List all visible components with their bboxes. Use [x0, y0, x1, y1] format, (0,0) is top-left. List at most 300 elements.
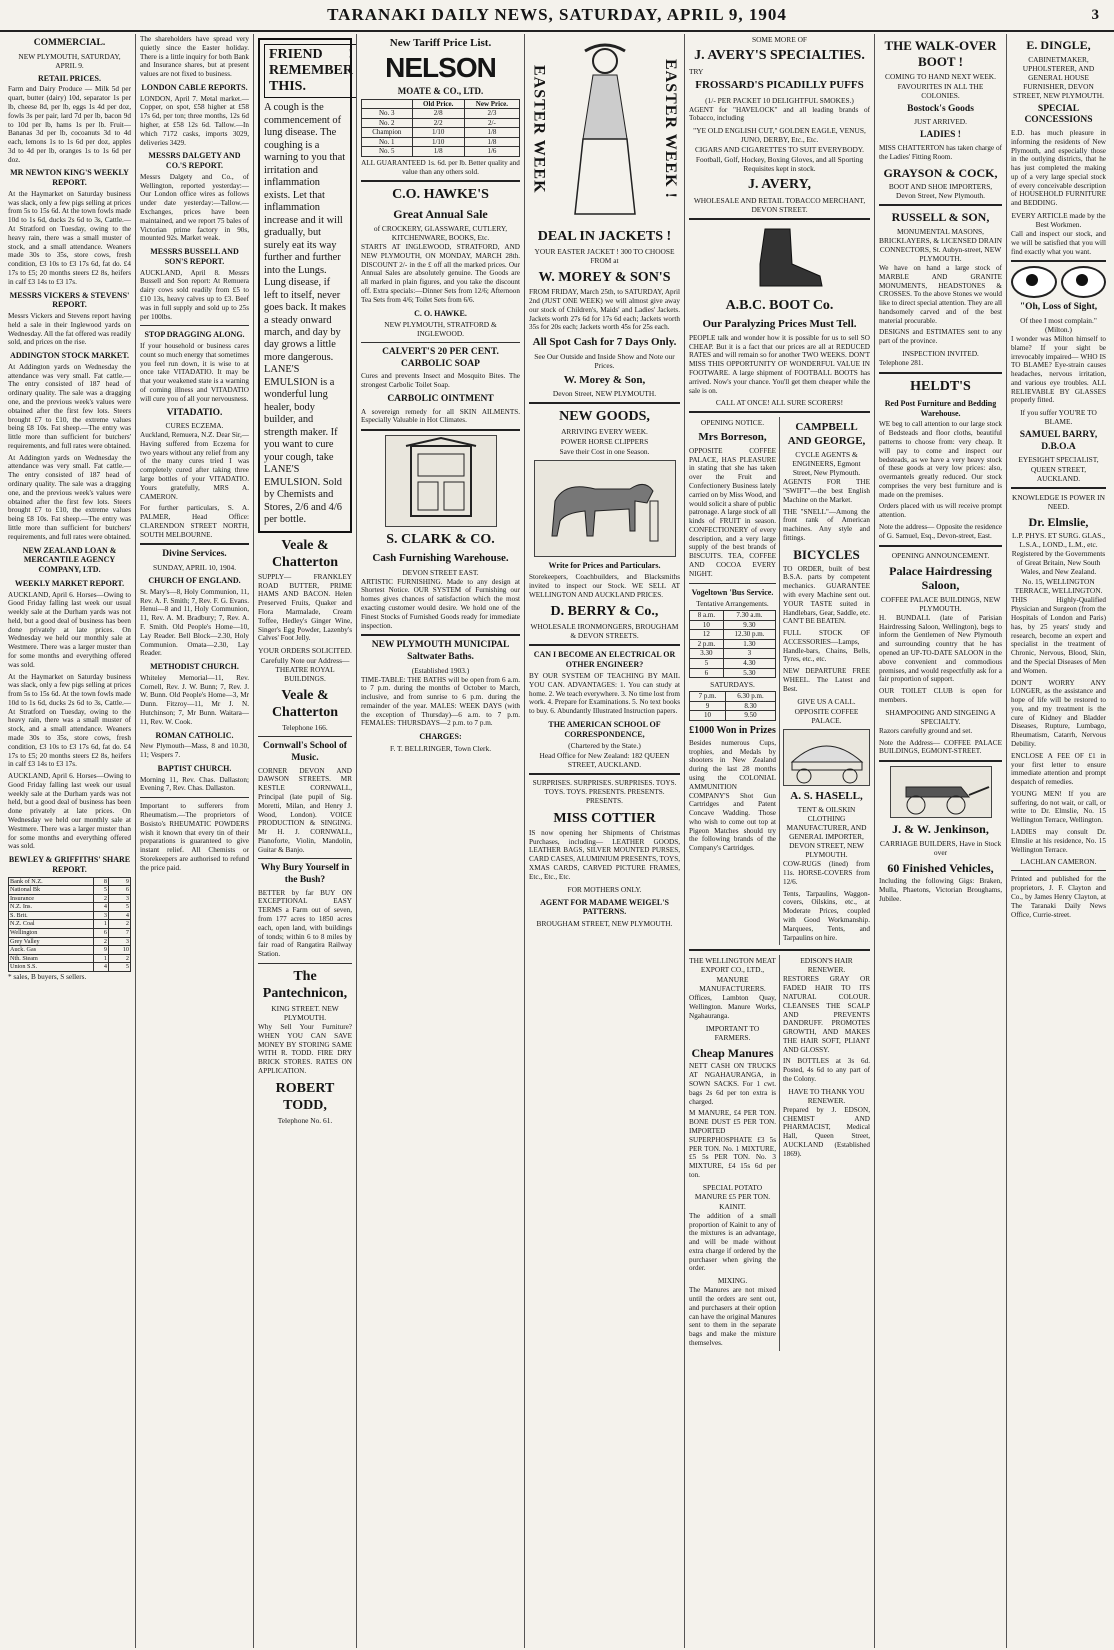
timetable-cell: 5 [690, 659, 724, 669]
share-cell: 4 [94, 963, 109, 972]
right-half [780, 417, 870, 945]
vehicles-text: Including the following Gigs: Braken, Mulla, Phaetons, Victorian Broughams, Jubilee. [879, 877, 1002, 904]
jenkinson-sub: CARRIAGE BUILDERS, Have in Stock over [879, 838, 1002, 857]
vehicles-heading: 60 Finished Vehicles, [887, 860, 994, 875]
baths-clerk: F. T. BELLRINGER, Town Clerk. [389, 744, 492, 754]
goods-heading: NEW GOODS, [559, 409, 650, 425]
newspaper-page [0, 32, 1114, 1648]
timetable-row [690, 630, 776, 640]
price-cell: 2/- [464, 118, 519, 128]
ladies-text: MISS CHATTERTON has taken charge of the Ladies' Fitting Room. [879, 144, 1002, 161]
divider [258, 736, 352, 737]
hawke-sale: Great Annual Sale [393, 207, 488, 222]
hasell-sub: TENT & OILSKIN CLOTHING MANUFACTURER, AND GENERAL IMPORTER, DEVON STREET, NEW PLYMOUTH. [786, 805, 867, 860]
easter-week-right: EASTER WEEK ! [662, 59, 679, 199]
timetable-row [690, 668, 776, 678]
horse-illustration [534, 460, 676, 557]
spot-cash: All Spot Cash for 7 Days Only. [532, 336, 677, 349]
share-cell: Wellington [9, 929, 94, 938]
price-cell: 1/6 [464, 147, 519, 157]
share-cell: 1 [94, 920, 109, 929]
share-cell: 2 [108, 920, 130, 929]
veale-address: Carefully Note our Address— THEATRE ROYAL BUILDINGS. [260, 656, 350, 684]
cottier-heading: MISS COTTIER [553, 810, 656, 826]
elmslie-young: YOUNG MEN! If you are suffering, do not wait, or call, or write to Dr. Elmslie, No. 15 Wellington Terrace, Wellington. [1011, 789, 1106, 825]
frossard-sub: (1/- PER PACKET 10 DELIGHTFUL SMOKES.) [705, 95, 854, 105]
ointment-text: A sovereign remedy for all SKIN AILMENTS. Especially Valuable in Hot Climates. [361, 407, 520, 425]
share-cell: Union S.S. [9, 963, 94, 972]
mixing-text: The Manures are not mixed until the orders are sent out, and purchasers at their option can have the original Manures sent to them in the separate bags and make the mixture themselves. [689, 1286, 777, 1347]
bussell-heading: MESSRS BUSSELL AND SON'S REPORT. [150, 247, 239, 266]
share-cell: 2 [108, 954, 130, 963]
russell-heading: RUSSELL & SON, [891, 210, 990, 225]
timetable-cell: 7 p.m. [690, 692, 726, 702]
manure-makers: MANURE MANUFACTURERS. [699, 975, 766, 994]
cabinet-icon [386, 436, 496, 526]
veale-heading: Veale & Chatterton [271, 537, 339, 570]
page-number: 3 [1091, 7, 1100, 23]
share-cell: Grey Valley [9, 937, 94, 946]
price-row [362, 137, 520, 147]
jackets-heading: DEAL IN JACKETS ! [537, 229, 672, 244]
wellington-heading: THE WELLINGTON MEAT EXPORT CO., LTD., [689, 956, 776, 975]
weigel-heading: AGENT FOR MADAME WEIGEL'S PATTERNS. [540, 897, 669, 917]
cheap-text: NETT CASH ON TRUCKS AT NGAHAURANGA, in SOWN SACKS. For 1 cwt. bags 2s 6d per ton extra is charged. [689, 1062, 776, 1106]
carriage-illustration [890, 766, 992, 818]
dragging-text: If your household or business cares count so much energy that sometimes you feel run down, it is wise to at once take VITADATIO. It may be that your weakened state is a warning of coming illness and VITADATIO will cure you of all your nervousness. [140, 342, 249, 403]
russell-inspection: INSPECTION INVITED. [902, 349, 979, 359]
vitadatio-palmer: For further particulars, S. A. PALMER, Head Office: CLARENDON STREET NORTH, SOUTH MELBOURNE. [140, 504, 249, 539]
share-cell: Nth. Steam [9, 954, 94, 963]
dalgety-heading: MESSRS DALGETY AND CO.'S REPORT. [148, 151, 241, 171]
timetable-cell: 8 a.m. [690, 611, 724, 621]
timetable-cell: 2 p.m. [690, 639, 724, 649]
price-row [362, 109, 520, 119]
hawke-address: NEW PLYMOUTH, STRATFORD & INGLEWOOD. [384, 320, 497, 339]
nelson-brand: NELSON [385, 52, 496, 84]
divider [879, 760, 1002, 762]
eye-icon [1011, 266, 1057, 298]
divider [258, 963, 352, 964]
share-cell: 3 [108, 894, 130, 903]
elmslie-knowledge: KNOWLEDGE IS POWER IN NEED. [1012, 492, 1105, 511]
right-half-2 [780, 955, 870, 1350]
share-row [9, 946, 131, 955]
divine-heading: Divine Services. [162, 549, 227, 560]
school-heading: THE AMERICAN SCHOOL OF CORRESPONDENCE, [548, 719, 661, 739]
price-cell: No. 3 [362, 109, 413, 119]
bicycles-text: TO ORDER, built of best B.S.A. parts by competent mechanics. GUARANTEE with every Machine sent out. YOUR TASTE suited in Handlebars, Gear, Saddle, etc. CAN'T BE BEATEN. [783, 564, 870, 626]
share-cell: Bank of N.Z. [9, 877, 94, 886]
abc-text: PEOPLE talk and wonder how it is possible for us to sell SO CHEAP. But it is a fact that our prices are all at REDUCED RATES and will remain so for another TWO WEEKS. DON'T MISS THIS OPPORTUNITY OF WONDERFUL VALUE IN FOOTWARE. A large shipment of FOOTBALL BOOTS has arrived. Now's your chance. You'll get them cheaper while the sale is on. [689, 333, 870, 395]
share-cell: National Bk [9, 886, 94, 895]
methodist-heading: METHODIST CHURCH. [150, 662, 239, 672]
share-row [9, 886, 131, 895]
friend-text: A cough is the commencement of lung disease. The coughing is a warning to you that irritation and inflammation exists. Let that inflammation increase and it will gradually, but surely eat its way further and further into the Lungs. Lung disease, if left to itself, never goes back. It makes a steady onward march, and day by day grows a little more dangerous. LANE'S EMULSION is a wonderful lung healer, body builder, and strength maker. If you want to cure your cough, take LANE'S EMULSION. Sold by Chemists and Stores, 2/6 and 4/6 per bottle. [264, 102, 346, 526]
horse-icon [535, 461, 675, 556]
morey-sign: W. Morey & Son, [563, 373, 646, 386]
timetable-cell: 12.30 p.m. [723, 630, 775, 640]
wagon-illustration [783, 729, 870, 786]
loss-text: I wonder was Milton himself to blame? If your sight be irrevocably impaired— WHO IS TO BLAME? Eye-strain causes headaches, nervous irritation, and various eye troubles. ALL RELIEVABLE BY GLASSES properly fitted. [1011, 335, 1106, 405]
palace-shampoo: SHAMPOOING AND SINGEING A SPECIALTY. [885, 707, 996, 726]
baths-text: TIME-TABLE: THE BATHS will be open from 6 a.m. to 7 p.m. during the months of October to March, inclusive, and from sunrise to 6 p.m. during the remainder of the year. MALES: WEEK DAYS (with the exception of Thursday)—6 a.m. to 7 p.m. FEMALES: THURSDAYS—2 p.m. to 7 p.m. [361, 675, 520, 728]
timetable-row [690, 639, 776, 649]
price-header: New Price. [464, 99, 519, 109]
bus-timetable [689, 610, 776, 678]
borreson-text: OPPOSITE COFFEE PALACE, HAS PLEASURE in stating that she has taken over the Fruit and Confectionery Business lately carried on by Miss Wood, and would solicit a share of public patronage. A large stock of all kinds of FRUIT in season. CONFECTIONERY of every description, and a very large supply of the best brands of BISCUITS. TEA, COFFEE AND COCOA EVERY NIGHT. [689, 446, 776, 578]
dragging-heading: STOP DRAGGING ALONG. [144, 330, 245, 340]
special-heading: SPECIAL CONCESSIONS [1024, 103, 1093, 126]
price-table [361, 99, 520, 157]
write-heading: Write for Prices and Particulars. [548, 561, 661, 571]
hawke-sign: C. O. HAWKE. [414, 308, 467, 318]
weekly-text: AUCKLAND, April 6. Horses—Owing to Good Friday falling last week our usual weekly sale at the Durham yards was not held, but a good deal of business has been done privately at late prices. On Wednesday we held our monthly sale at Westmere. There was a larger muster than for some months and everything offered was sold. [8, 590, 131, 669]
important-farmers: IMPORTANT TO FARMERS. [705, 1023, 760, 1042]
column-friend [254, 34, 357, 1648]
cottier-text: IS now opening her Shipments of Christmas Purchases, including— LEATHER GOODS, LEATHER BAGS, SILVER MOUNTED PURSES, CARD CASES, ALUMINIUM PRESENTS, TOYS, XMAS CARDS, CARVED PICTURE FRAMES, Etc., Etc., Etc. [529, 828, 680, 881]
friend-ad [258, 38, 352, 533]
tents-text: Tents, Tarpaulins, Waggon-covers, Oilskins, etc., at Moderate Prices, coupled with Good Workmanship. Marquees, Tents, and Tarpaulins on hire. [783, 889, 870, 942]
retail-text: Farm and Dairy Produce — Milk 5d per quart, butter (dairy) 10d, separator 1s per lb, cheese 8d, per lb, eggs 1s 4d per doz, fowls 3s per pair, lard 7d per lb, bacon 9d to 10d per lb, hams 1s per lb. Fruit—Bananas 3d per lb, cocoanuts 3d to 4d each, lemons 1s to 1s 6d per doz, apples 3d to 4d per lb, oranges 1s to 1s 6d per doz. [8, 85, 131, 164]
divider [361, 634, 520, 636]
divider [140, 797, 249, 798]
divider [689, 218, 870, 220]
mothers-heading: FOR MOTHERS ONLY. [567, 884, 642, 894]
addington-text-repeat: At Addington yards on Wednesday the attendance was very small. Fat cattle.—The entry consisted of 187 head of ordinary quality. The sale was a dragging one, and the previous week's values were obtained after the first few lots. Steers brought £7 to £10, the extreme values being £8 10s. Fat sheep.—The entry was little more than sufficient for butchers' requirements, and full rates were obtained. [8, 453, 131, 541]
manure-list: M MANURE, £4 PER TON. BONE DUST £5 PER TON. IMPORTED SUPERPHOSPHATE £3 5s PER TON. No. 1 MIXTURE, £5 5s PER TON. No. 3 MIXTURE, £4 15s 6d per ton. [689, 1109, 776, 1179]
column-dingle [1007, 34, 1110, 1648]
dingle-sub: CABINETMAKER, UPHOLSTERER, AND GENERAL HOUSE FURNISHER, DEVON STREET, NEW PLYMOUTH. [1013, 54, 1104, 100]
share-cell: 5 [94, 886, 109, 895]
price-cell: No. 5 [362, 147, 413, 157]
share-cell: 3 [108, 937, 130, 946]
price-cell: 2/2 [412, 118, 464, 128]
todd-phone: Telephone No. 61. [277, 1115, 333, 1125]
share-cell: 4 [108, 911, 130, 920]
retail-heading: RETAIL PRICES. [38, 73, 101, 83]
addington-text: At Addington yards on Wednesday the attendance was very small. Fat cattle.—The entry consisted of 187 head of ordinary quality. The sale was a dragging one, and the previous week's values were obtained after the first few lots. Steers brought £7 to £10, the extreme values being £8 10s. Fat sheep.—The entry was little more than sufficient for butchers' requirements, and full rates were obtained. [8, 362, 131, 450]
works-text: Offices, Lambton Quay, Wellington. Manure Works, Ngahauranga. [689, 994, 776, 1020]
divider [1011, 260, 1106, 262]
hawke-of: of CROCKERY, GLASSWARE, CUTLERY, KITCHENWARE, BOOKS, Etc. [373, 223, 508, 243]
cow-rugs-text: COW-RUGS (lined) from 11s. HORSE-COVERS from 12/6. [783, 860, 870, 886]
share-table [8, 877, 131, 972]
heldt-text: WE beg to call attention to our large stock of Bedsteads and floor cloths, beautiful patterns to choose from: very cheap. It will pay to come and inspect our bedsteads, as we have a very heavy stock of these goods at very low prices: also, overmantels greatly reduced. Our stock comprises the very best furniture and is made on the premises. [879, 420, 1002, 499]
heldt-heading: HELDT'S [910, 378, 971, 394]
palace-opening: OPENING ANNOUNCEMENT. [891, 550, 990, 560]
vitadatio-heading: VITADATIO. [166, 407, 223, 418]
timetable-row [690, 692, 776, 702]
grayson-sub: BOOT AND SHOE IMPORTERS, Devon Street, New Plymouth. [888, 182, 993, 201]
timetable-cell: 9 [690, 701, 726, 711]
grayson-heading: GRAYSON & COCK, [883, 165, 998, 180]
music-heading: Cornwall's School of Music. [263, 741, 347, 764]
divider [689, 949, 870, 951]
eye-icon [1061, 266, 1107, 298]
carriage-icon [891, 767, 991, 817]
elmslie-sub: L.P. PHYS. ET SURG. GLAS., L.S.A., LOND., L.M., etc. Registered by the Governments of Great Britain, New South Wales, and New Zealand. [1011, 531, 1106, 577]
won-heading: £1000 Won in Prizes [689, 724, 776, 736]
share-cell: N.Z. Coal [9, 920, 94, 929]
walkover-favourites: FAVOURITES IN ALL THE COLONIES. [897, 81, 984, 100]
price-cell: 1/10 [412, 128, 464, 138]
loss-sub: Of thee I most complain." (Milton.) [1020, 315, 1097, 334]
edison-thank: HAVE TO THANK YOU RENEWER. [788, 1086, 865, 1105]
bewley-heading: BEWLEY & GRIFFITHS' SHARE REPORT. [8, 855, 131, 874]
campbell-heading: CAMPBELL AND GEORGE, [787, 421, 866, 447]
share-row [9, 920, 131, 929]
price-cell: 2/8 [412, 109, 464, 119]
bicycles-heading: BICYCLES [793, 546, 860, 562]
divider [361, 429, 520, 431]
clark-sub: Cash Furnishing Warehouse. [372, 552, 509, 565]
tobacco-agent: AGENT for "HAVELOCK" and all leading brands of Tobacco, including [689, 105, 870, 123]
elmslie-address: No. 15, WELLINGTON TERRACE, WELLINGTON. [1014, 577, 1103, 596]
russell-text: We have on hand a large stock of MARBLE AND GRANITE MONUMENTS, HEADSTONES & CROSSES. To the above Stones we would like to direct special attention. They are all handsomely carved and of the best material procurable. [879, 264, 1002, 325]
hawke-heading: C.O. HAWKE'S [392, 187, 489, 203]
timetable-cell: 3.30 [690, 649, 724, 659]
share-cell: 4 [94, 903, 109, 912]
spot-sub: See Our Outside and Inside Show and Note our Prices. [534, 351, 675, 370]
morey-heading: W. MOREY & SON'S [538, 270, 671, 286]
bostock-arrived: JUST ARRIVED. [914, 117, 967, 127]
some-more: SOME MORE OF [751, 35, 808, 44]
friend-heading: FRIEND ! REMEMBER THIS. [264, 44, 357, 98]
edison-heading: EDISON'S HAIR RENEWER. [800, 956, 853, 975]
commercial-heading: COMMERCIAL. [33, 38, 106, 48]
russell-sub: MONUMENTAL MASONS, BRICKLAYERS, & LICENSED DRAIN CONNECTORS, St. Aubyn-street, NEW PLYMOUTH. [879, 226, 1002, 263]
divider [361, 180, 520, 182]
calvert-heading: CALVERT'S 20 PER CENT. CARBOLIC SOAP [382, 347, 499, 369]
timetable-cell: 9.30 [723, 620, 775, 630]
masthead [0, 0, 1114, 32]
timetable-row [690, 611, 776, 621]
masthead-title: TARANAKI DAILY NEWS, SATURDAY, APRIL 9, 1904 [327, 5, 787, 24]
commercial-dateline: NEW PLYMOUTH, SATURDAY, APRIL 9. [18, 51, 121, 70]
elmslie-cameron: LACHLAN CAMERON. [1020, 857, 1097, 867]
elmslie-worry: DON'T WORRY ANY LONGER, as the assistance and hope of life will be restored to you, and my treatment is the cure of Kidney and Bladder Diseases, Rupture, Lumbago, Rheumatism, Catarrh, Nervous Debility. [1011, 678, 1106, 748]
divider [529, 773, 680, 775]
swift-text: AGENTS FOR THE "SWIFT"—the best English Machine on the Market. [783, 478, 870, 504]
barry-sub: EYESIGHT SPECIALIST, QUEEN STREET, AUCKLAND. [1018, 455, 1099, 483]
timetable-cell: 10 [690, 620, 724, 630]
price-cell: No. 1 [362, 137, 413, 147]
timetable-row [690, 701, 776, 711]
timetable-cell: 3 [723, 649, 775, 659]
clark-heading: S. CLARK & CO. [386, 532, 495, 548]
veale-phone: Telephone 166. [282, 723, 328, 733]
berry-sub: WHOLESALE IRONMONGERS, BROUGHAM & DEVON STREETS. [530, 622, 679, 641]
share-row [9, 911, 131, 920]
timetable-cell: 5.30 [723, 668, 775, 678]
weekly-text-cont2: AUCKLAND, April 6. Horses—Owing to Good Friday falling last week our usual weekly sale at the Durham yards was not held, but a good deal of business has been done privately at late prices. On Wednesday we held our monthly sale at Westmere. There was a larger muster than for some months and everything offered was sold. [8, 772, 131, 851]
column-markets [136, 34, 254, 1648]
dalgety-text: Messrs Dalgety and Co., of Wellington, reported yesterday:— Our London office wires as follows under date yesterday:—Tallow.—Exchanges, prices have been maintained, and we report 75 bales of Victorian prime factory in 90s, mounted 92s. Market weak. [140, 172, 249, 243]
price-cell: 1/10 [412, 137, 464, 147]
divider [1011, 487, 1106, 489]
left-half [689, 417, 780, 945]
berry-heading: D. BERRY & Co., [550, 604, 659, 620]
timetable-row [690, 711, 776, 721]
timetable-row [690, 620, 776, 630]
share-cell: Auck. Gas [9, 946, 94, 955]
share-cell: 6 [108, 886, 130, 895]
share-cell: N.Z. Ins. [9, 903, 94, 912]
share-row [9, 954, 131, 963]
full-stock-text: FULL STOCK OF ACCESSORIES—Lamps, Handle-bars, Chains, Bells, Tyres, etc., etc. [783, 629, 870, 664]
share-cell: 7 [108, 929, 130, 938]
bury-text: BETTER by far BUY ON EXCEPTIONAL EASY TERMS a Farm out of seven, from 177 acres to 1850 acres each, open land, with buildings of tonds; within 6 to 8 miles by fair road of Rangatira Railway Station. [258, 888, 352, 959]
share-row [9, 894, 131, 903]
price-row [362, 128, 520, 138]
timetable-row [690, 649, 776, 659]
weekly-heading: WEEKLY MARKET REPORT. [14, 578, 125, 588]
rheumatism-text: Important to sufferers from Rheumatism.—The proprietors of Bosisto's RHEUMATIC POWDERS wish it known that every tin of their preparations is guaranteed to give instant relief. All Chemists or Storekeepers are authorised to refund the price paid. [140, 802, 249, 872]
opposite-palace: OPPOSITE COFFEE PALACE. [794, 706, 859, 725]
abc-heading: A.B.C. BOOT Co. [725, 298, 834, 314]
vickers-heading: MESSRS VICKERS & STEVENS' REPORT. [9, 290, 130, 310]
share-cell: 9 [108, 877, 130, 886]
every-article: EVERY ARTICLE made by the Best Workmen. [1011, 210, 1106, 229]
easter-ad [529, 34, 680, 224]
divider [879, 204, 1002, 206]
price-cell: 1/8 [464, 128, 519, 138]
timetable-cell: 1.30 [723, 639, 775, 649]
suffer-text: If you suffer YOU'RE TO BLAME. [1020, 408, 1097, 427]
abc-paralyzing: Our Paralyzing Prices Must Tell. [702, 317, 857, 330]
edison-prepared: Prepared by J. EDSON, CHEMIST AND PHARMACIST, Medical Hall, Queen Street, AUCKLAND (Established 1869). [783, 1105, 870, 1158]
divider [140, 543, 249, 545]
column-avery [685, 34, 875, 1648]
walkover-coming: COMING TO HAND NEXT WEEK. [885, 71, 996, 81]
abc-call: CALL AT ONCE! ALL SURE SCORERS! [715, 398, 844, 408]
king-text: At the Haymarket on Saturday business was slack, only a few pigs selling at prices from 5s to 15s 6d. At the town fowls made 10d to 1s 6d, ducks 2s 6d to 3s, Cattle.—At Stratford on Tuesday, owing to the heavy rain, there was a small muster of stock, and a small attendance. Weaners made 30s to 35s, store cows, fresh condition, £3 10s to £3 17s 6d, fat do. £4 17s to £5; 20 months steers £2 8s, heifers in calf £3 14s to £3 17s. [8, 189, 131, 286]
sport-text: Football, Golf, Hockey, Boxing Gloves, and all Sporting Requisites kept in stock. [695, 155, 864, 174]
barry-heading: SAMUEL BARRY, D.B.O.A [1019, 430, 1098, 452]
baptist-heading: BAPTIST CHURCH. [157, 763, 232, 773]
lady-jacket-illustration [565, 39, 645, 219]
king-heading: MR NEWTON KING'S WEEKLY REPORT. [10, 168, 129, 188]
avery-sign: J. AVERY, [748, 177, 811, 193]
cheap-heading: Cheap Manures [691, 1045, 774, 1060]
easter-week-left: EASTER WEEK [530, 64, 548, 194]
price-cell: Champion [362, 128, 413, 138]
edison-bottles: IN BOTTLES at 3s 6d. Posted, 4s 6d to any part of the Colony. [783, 1057, 870, 1083]
column-nelson [357, 34, 525, 1648]
clark-street: DEVON STREET EAST. [402, 567, 479, 577]
electric-heading: CAN I BECOME AN ELECTRICAL OR OTHER ENGINEER? [533, 650, 676, 670]
timetable-cell: 4.30 [723, 659, 775, 669]
free-wheel-text: NEW DEPARTURE FREE WHEEL. The Latest and Best. [783, 667, 870, 693]
weigel-address: BROUGHAM STREET, NEW PLYMOUTH. [536, 919, 673, 929]
loss-heading: "Oh, Loss of Sight, [1019, 302, 1098, 313]
share-row [9, 937, 131, 946]
frossard-heading: FROSSARD'S PICADILLY PUFFS [695, 79, 864, 92]
cigars-text: CIGARS AND CIGARETTES TO SUIT EVERYBODY. [694, 145, 865, 155]
palace-address: Note the Address— COFFEE PALACE BUILDINGS, EGMONT-STREET. [879, 738, 1002, 756]
morey-text: FROM FRIDAY, March 25th, to SATURDAY, April 2nd (JUST ONE WEEK) we will almost give away our stock of Children's, Maids' and Ladies' Jackets. Jackets worth 27s 6d for 17s 6d each; Jackets worth 35s for 20s each; Jackets worth 45s for 25s each. [529, 288, 680, 332]
timetable-cell: 6 [690, 668, 724, 678]
price-header [362, 99, 413, 109]
share-cell: 6 [94, 929, 109, 938]
timetable-cell: 9.50 [726, 711, 776, 721]
baths-sub: (Established 1903.) [411, 665, 470, 675]
todd-heading: ROBERT TODD, [275, 1080, 335, 1113]
price-header: Old Price. [412, 99, 464, 109]
russell-designs: DESIGNS and ESTIMATES sent to any part of the province. [879, 328, 1002, 346]
potato-manure: SPECIAL POTATO MANURE £5 PER TON. [694, 1182, 771, 1201]
pantechnicon-text: Why Sell Your Furniture? WHEN YOU CAN SAVE MONEY BY STORING SAME WITH R. TODD. FIRE DRY BRICK STORES. RATES ON APPLICATION. [258, 1023, 352, 1075]
timetable-cell: 7.30 a.m. [723, 611, 775, 621]
wagon-icon [784, 730, 869, 785]
vogeltown-heading: Vogeltown 'Bus Service. [691, 587, 774, 597]
mixing-heading: MIXING. [717, 1276, 748, 1286]
bostock-heading: Bostock's Goods [907, 103, 974, 114]
tobacco-brands: "YE OLD ENGLISH CUT," GOLDEN EAGLE, VENUS, JUNO, DERBY, Etc., Etc. [693, 126, 866, 145]
nelson-note: ALL GUARANTEED 1s. 6d. per lb. Better quality and value than any others sold. [361, 158, 520, 176]
column-walkover [875, 34, 1007, 1648]
boot-illustration [689, 224, 870, 294]
saturdays-label: SATURDAYS. [710, 680, 755, 690]
baths-heading: NEW PLYMOUTH MUNICIPAL Saltwater Baths. [371, 640, 510, 662]
russell-telephone: Telephone 281. [879, 359, 924, 368]
try-label: TRY [689, 67, 704, 77]
timetable-cell: 12 [690, 630, 724, 640]
share-cell: 2 [94, 937, 109, 946]
share-row [9, 877, 131, 886]
veale-heading-2: Veale & Chatterton [271, 688, 339, 721]
share-row [9, 963, 131, 972]
weekly-text-cont: At the Haymarket on Saturday business was slack, only a few pigs selling at prices from 5s to 15s 6d. At the town fowls made 10d to 1s 6d, ducks 2s 6d to 3s, Cattle.—At Stratford on Tuesday, owing to the heavy rain, there was a small muster of stock, and a small attendance. Weaners made 30s to 35s, store cows, fresh condition, £3 10s to £3 17s 6d, fat do. £4 17s to £5; 20 months steers £2 8s, heifers in calf £3 14s to £3 17s. [8, 672, 131, 769]
veale-text: SUPPLY— FRANKLEY ROAD BUTTER, PRIME HAMS AND BACON. Helen Preserved Fruits, Quaker and Flora Marmalade, Cream Toffee, Hedley's Ginger Wine, Singer's Egg Powder, Lazenby's Calves' Foot Jelly. [258, 572, 352, 643]
share-intro: The shareholders have spread very quietly since the Easter holiday. There is a little inquiry for both Bank and Insurance shares, but at present values are not fixed to business. [140, 35, 249, 79]
write-text: Storekeepers, Coachbuilders, and Blacksmiths invited to inspect our Stock. WE SELL AT WELLINGTON AND AUCKLAND PRICES. [529, 572, 680, 599]
jackets-sub: YOUR EASTER JACKET ! 300 TO CHOOSE FROM at [534, 247, 675, 266]
calvert-text: Cures and prevents Insect and Mosquito Bites. The strongest Carbolic Toilet Soap. [361, 372, 520, 390]
share-row [9, 903, 131, 912]
share-cell: 8 [94, 877, 109, 886]
bussell-text: AUCKLAND, April 8. Messrs Bussell and Son report: At Remuera dairy cows sold readily from £5 to £10 13s, heavy calves up to £3. Beef was in full supply and sold up to 25s per 100lbs. [140, 268, 249, 321]
divider [529, 644, 680, 646]
campbell-sub: CYCLE AGENTS & ENGINEERS, Egmont Street, New Plymouth. [792, 450, 861, 478]
cable-heading: LONDON CABLE REPORTS. [141, 82, 248, 92]
music-text: CORNER DEVON AND DAWSON STREETS. MR KESTLE CORNWALL, Principal (late pupil of Sig. Moretti, Milan, and Henry J. Wood, London). VOICE PRODUCTION & SINGING. Mr H. J. CORNWALL, Pianoforte, Violin, Mandolin, Guitar & Banjo. [258, 766, 352, 854]
bus-saturday-timetable [689, 691, 776, 721]
price-cell: 1/8 [464, 137, 519, 147]
divider [689, 583, 776, 584]
furniture-illustration [385, 435, 497, 527]
price-row [362, 147, 520, 157]
share-cell: 2 [94, 894, 109, 903]
cable-text: LONDON, April 7. Metal market.—Copper, on spot, £58 higher at £58 17s 6d, per ton; three months, 12s 6d higher, at £58 12s 6d. Tallow.—In which 7172 casks, imports 3029, deliveries 3429. [140, 94, 249, 147]
school-address: Head Office for New Zealand: 182 QUEEN STREET, AUCKLAND. [539, 751, 670, 770]
share-cell: 5 [108, 903, 130, 912]
split-section-2 [689, 955, 870, 1350]
addington-heading: ADDINGTON STOCK MARKET. [10, 351, 129, 361]
palace-toilet: OUR TOILET CLUB is open for members. [879, 687, 1002, 704]
pantechnicon-heading: The Pantechnicon, [262, 968, 348, 1001]
column-commercial [4, 34, 136, 1648]
split-section [689, 417, 870, 945]
edison-text: RESTORES GRAY OR FADED HAIR TO ITS NATURAL COLOUR. CLEANSES THE SCALP AND PREVENTS DANDRUFF. PROMOTES GROWTH, AND MAKES THE HAIR SOFT, PLIANT AND GLOSSY. [783, 975, 870, 1054]
share-row [9, 929, 131, 938]
share-cell: 5 [108, 963, 130, 972]
catholic-heading: ROMAN CATHOLIC. [155, 730, 234, 740]
avery-sub: WHOLESALE AND RETAIL TOBACCO MERCHANT, DEVON STREET. [693, 196, 866, 215]
clippers-heading: POWER HORSE CLIPPERS [560, 437, 649, 447]
vitadatio-cures: CURES ECZEMA. [165, 421, 224, 431]
